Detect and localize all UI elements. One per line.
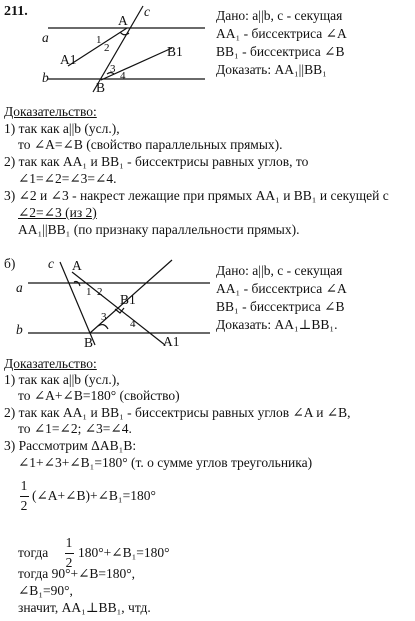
given-b-line-2: AA₁ - биссектриса ∠A bbox=[216, 281, 347, 296]
label-point-a1: A1 bbox=[60, 52, 77, 67]
proof-a-line-1: 1) так как a||b (усл.), bbox=[4, 121, 120, 136]
proof-b-line-3: 2) так как AA₁ и BB₁ - биссектрисы равных углов ∠A и ∠B, bbox=[4, 405, 351, 420]
proof-b-line-10: тогда 90°+∠B=180°, bbox=[18, 566, 136, 581]
label-point-b1-b: B1 bbox=[120, 292, 136, 307]
angle-arc-b bbox=[98, 325, 108, 329]
proof-b-line-7: (∠A+∠B)+∠B₁=180° bbox=[32, 488, 156, 503]
label-point-a: A bbox=[118, 13, 128, 28]
given-a-line-3: BB₁ - биссектриса ∠B bbox=[216, 44, 345, 59]
given-b-line-3: BB₁ - биссектриса ∠B bbox=[216, 299, 345, 314]
label-point-b1: B1 bbox=[167, 44, 183, 59]
proof-b-line-9: 180°+∠B₁=180° bbox=[78, 545, 170, 560]
proof-a-line-2: то ∠A=∠B (свойство параллельных прямых). bbox=[18, 137, 283, 152]
given-b-line-1: Дано: a||b, c - секущая bbox=[216, 263, 343, 278]
given-a-line-1: Дано: a||b, c - секущая bbox=[216, 8, 343, 23]
proof-b-line-4: то ∠1=∠2; ∠3=∠4. bbox=[18, 421, 132, 436]
problem-number: 211. bbox=[4, 4, 28, 19]
given-b-line-4: Доказать: AA₁⊥BB₁. bbox=[216, 317, 338, 332]
angle-label-3-b: 3 bbox=[101, 311, 107, 323]
proof-b-title: Доказательство: bbox=[4, 356, 97, 371]
part-b-label: б) bbox=[4, 256, 16, 271]
proof-b-line-11: ∠B₁=90°, bbox=[18, 583, 73, 598]
proof-a-line-4: ∠1=∠2=∠3=∠4. bbox=[18, 171, 117, 186]
label-point-a-b: A bbox=[72, 258, 82, 273]
fraction-2-numerator: 1 bbox=[65, 535, 73, 550]
proof-b-line-2: то ∠A+∠B=180° (свойство) bbox=[18, 388, 180, 403]
proof-b-line-12: значит, AA₁⊥BB₁, чтд. bbox=[18, 600, 151, 615]
fraction-1-bar bbox=[20, 496, 29, 497]
fraction-1-denominator: 2 bbox=[20, 498, 28, 513]
label-line-a: a bbox=[42, 30, 49, 45]
label-line-b: b bbox=[42, 70, 49, 85]
proof-a-line-5: 3) ∠2 и ∠3 - накрест лежащие при прямых AA₁ и BB₁ и секущей с bbox=[4, 188, 389, 203]
angle-label-1-b: 1 bbox=[86, 286, 92, 298]
proof-b-line-1: 1) так как a||b (усл.), bbox=[4, 372, 120, 387]
proof-a-line-3: 2) так как AA₁ и BB₁ - биссектрисы равных углов, то bbox=[4, 154, 309, 169]
fraction-2-bar bbox=[65, 553, 74, 554]
angle-label-2-b: 2 bbox=[97, 286, 103, 298]
given-a-line-4: Доказать: AA₁||BB₁ bbox=[216, 62, 327, 77]
label-point-b: B bbox=[96, 80, 106, 95]
label-line-c-b: c bbox=[48, 256, 54, 271]
proof-a-title: Доказательство: bbox=[4, 104, 97, 119]
proof-b-line-6: ∠1+∠3+∠B₁=180° (т. о сумме углов треугольника) bbox=[18, 455, 313, 470]
angle-label-4-b: 4 bbox=[130, 318, 136, 330]
proof-a-line-6: ∠2=∠3 (из 2) bbox=[18, 205, 97, 220]
fraction-2-denominator: 2 bbox=[65, 555, 73, 570]
angle-label-1: 1 bbox=[96, 34, 102, 46]
given-a-line-2: AA₁ - биссектриса ∠A bbox=[216, 26, 347, 41]
proof-b-line-8: тогда bbox=[18, 545, 49, 560]
fraction-1-numerator: 1 bbox=[20, 478, 28, 493]
angle-arc-a bbox=[74, 282, 80, 287]
label-point-b-b: B bbox=[84, 335, 94, 350]
label-line-b-b: b bbox=[16, 322, 23, 337]
proof-a-line-7: AA₁||BB₁ (по признаку параллельности прямых). bbox=[18, 222, 300, 237]
label-line-a-b: a bbox=[16, 280, 23, 295]
angle-label-2: 2 bbox=[104, 42, 110, 54]
label-line-c: c bbox=[144, 4, 150, 19]
angle-label-4: 4 bbox=[120, 70, 126, 82]
proof-b-line-5: 3) Рассмотрим ΔAB₁B: bbox=[4, 438, 137, 453]
angle-label-3: 3 bbox=[110, 63, 116, 75]
label-point-a1-b: A1 bbox=[163, 334, 180, 349]
